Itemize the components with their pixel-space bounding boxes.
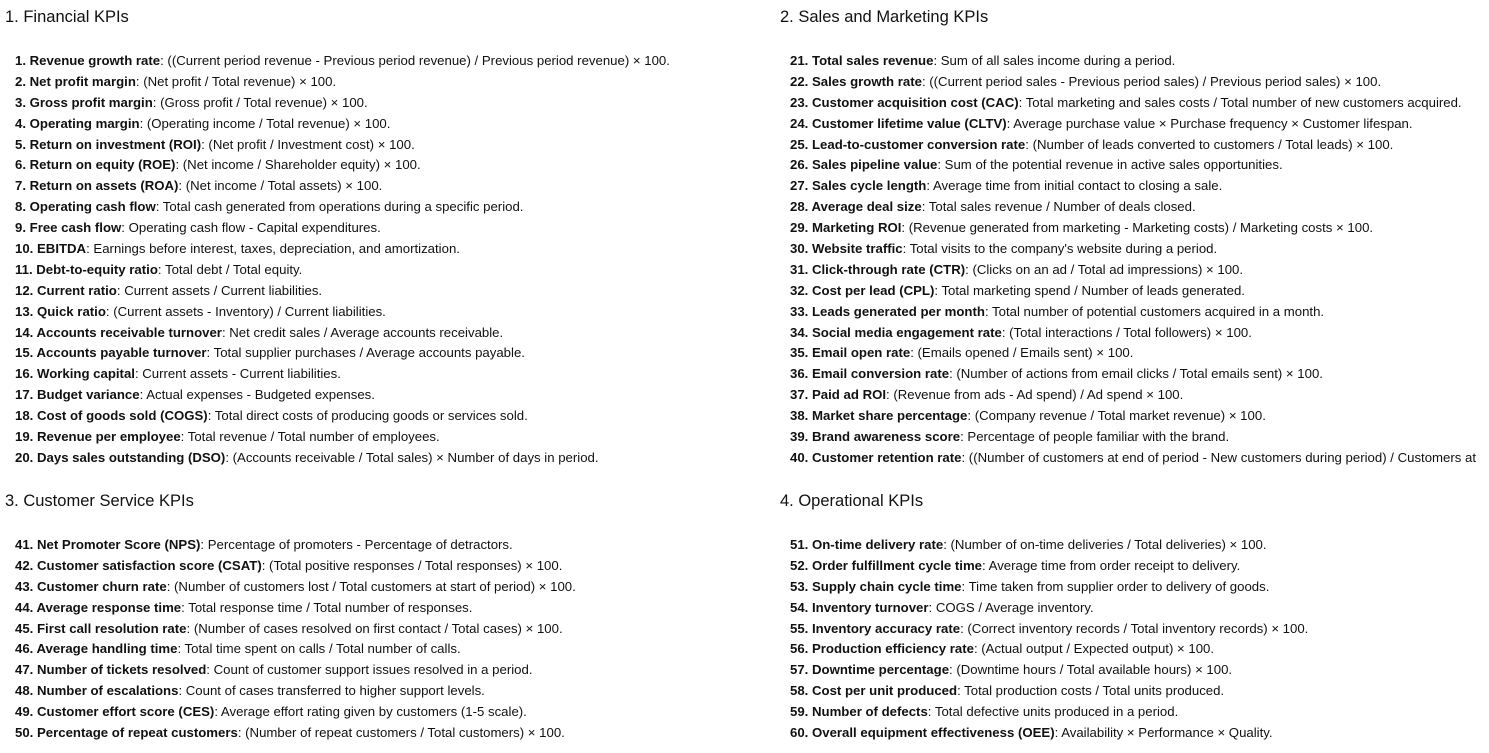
kpi-description: : Actual expenses - Budgeted expenses. [139, 387, 375, 403]
kpi-description: : (Net profit / Investment cost) × 100. [201, 136, 415, 152]
kpi-description: : (Revenue generated from marketing - Marketing costs) / Marketing costs × 100. [901, 220, 1374, 236]
kpi-item [790, 218, 1476, 239]
kpi-item [15, 51, 670, 72]
kpi-name: 37. Paid ad ROI [790, 387, 887, 403]
kpi-description: : Total supplier purchases / Average accounts payable. [206, 345, 525, 361]
kpi-item [790, 323, 1476, 344]
kpi-item [790, 114, 1476, 135]
kpi-item [790, 281, 1476, 302]
kpi-description: : ((Number of customers at end of period - New customers during period) / Customers at [961, 449, 1476, 465]
kpi-list [790, 535, 1308, 744]
kpi-description: : (Actual output / Expected output) × 100. [973, 641, 1215, 657]
kpi-item [15, 155, 670, 176]
kpi-name: 51. On-time delivery rate [790, 537, 944, 552]
kpi-item [15, 448, 670, 469]
kpi-item [15, 343, 670, 364]
kpi-description: : (Net profit / Total revenue) × 100. [135, 73, 337, 89]
kpi-item [790, 639, 1308, 660]
kpi-list [15, 51, 670, 469]
kpi-description: : Total sales revenue / Number of deals closed. [921, 199, 1196, 215]
kpi-item [790, 535, 1308, 556]
kpi-description: : Average time from initial contact to closing a sale. [926, 178, 1223, 194]
kpi-item [15, 619, 576, 640]
kpi-description: : Percentage of promoters - Percentage of detractors. [200, 537, 513, 552]
kpi-item [790, 681, 1308, 702]
kpi-name: 36. Email conversion rate [790, 366, 950, 382]
kpi-item [15, 135, 670, 156]
kpi-description: : Earnings before interest, taxes, depreciation, and amortization. [86, 241, 460, 257]
kpi-description: : (Number of actions from email clicks / Total emails sent) × 100. [949, 366, 1323, 382]
kpi-item [15, 535, 576, 556]
kpi-name: 38. Market share percentage [790, 408, 968, 424]
kpi-name: 22. Sales growth rate [790, 73, 922, 89]
kpi-item [790, 302, 1476, 323]
kpi-name: 13. Quick ratio [15, 303, 106, 319]
kpi-name: 2. Net profit margin [15, 73, 136, 89]
section-title: 4. Operational KPIs [780, 492, 924, 510]
kpi-item [15, 660, 576, 681]
kpi-name: 32. Cost per lead (CPL) [790, 282, 935, 298]
kpi-item [790, 197, 1476, 218]
kpi-name: 47. Number of tickets resolved [15, 662, 207, 678]
kpi-name: 55. Inventory accuracy rate [790, 620, 961, 636]
kpi-description: : (Gross profit / Total revenue) × 100. [152, 94, 368, 110]
kpi-item [790, 723, 1308, 744]
kpi-description: : Total direct costs of producing goods or services sold. [207, 408, 528, 424]
kpi-item [790, 176, 1476, 197]
kpi-description: : Total marketing and sales costs / Total number of new customers acquired. [1018, 94, 1462, 110]
kpi-name: 50. Percentage of repeat customers [15, 725, 238, 741]
kpi-name: 48. Number of escalations [15, 683, 179, 699]
kpi-description: : Net credit sales / Average accounts receivable. [221, 324, 504, 340]
kpi-name: 26. Sales pipeline value [790, 157, 938, 173]
kpi-item [15, 218, 670, 239]
kpi-description: : (Net income / Shareholder equity) × 100. [175, 157, 421, 173]
kpi-name: 4. Operating margin [15, 115, 140, 131]
kpi-description: : Availability × Performance × Quality. [1054, 725, 1273, 741]
kpi-description: : (Number of customers lost / Total customers at start of period) × 100. [166, 578, 576, 594]
section-operational-kpis [780, 491, 1489, 741]
kpi-name: 33. Leads generated per month [790, 303, 985, 319]
kpi-item [790, 155, 1476, 176]
kpi-item [15, 556, 576, 577]
kpi-name: 44. Average response time [15, 599, 182, 615]
kpi-item [790, 619, 1308, 640]
kpi-description: : Total debt / Total equity. [157, 261, 303, 277]
kpi-name: 45. First call resolution rate [15, 620, 187, 636]
kpi-description: : Sum of the potential revenue in active sales opportunities. [937, 157, 1283, 173]
kpi-item [790, 406, 1476, 427]
kpi-item [15, 302, 670, 323]
kpi-description: : Total marketing spend / Number of leads generated. [934, 282, 1245, 298]
kpi-item [790, 660, 1308, 681]
kpi-name: 15. Accounts payable turnover [15, 345, 207, 361]
kpi-item [15, 639, 576, 660]
kpi-description: : Sum of all sales income during a period. [933, 53, 1176, 68]
kpi-item [15, 197, 670, 218]
kpi-description: : (Number of leads converted to customers / Total leads) × 100. [1025, 136, 1394, 152]
kpi-description: : Total number of potential customers acquired in a month. [984, 303, 1325, 319]
kpi-description: : Average time from order receipt to delivery. [982, 557, 1241, 573]
kpi-item [15, 364, 670, 385]
kpi-item [15, 577, 576, 598]
kpi-description: : (Downtime hours / Total available hours) × 100. [949, 662, 1233, 678]
kpi-name: 41. Net Promoter Score (NPS) [15, 537, 201, 552]
kpi-name: 24. Customer lifetime value (CLTV) [790, 115, 1007, 131]
kpi-description: : Average effort rating given by customers (1-5 scale). [214, 704, 527, 720]
kpi-name: 11. Debt-to-equity ratio [15, 261, 158, 277]
kpi-description: : Total revenue / Total number of employees. [180, 429, 440, 445]
kpi-name: 3. Gross profit margin [15, 94, 153, 110]
kpi-item [790, 364, 1476, 385]
kpi-description: : Percentage of people familiar with the brand. [960, 429, 1230, 445]
kpi-description: : (Clicks on an ad / Total ad impressions) × 100. [965, 261, 1244, 277]
kpi-item [15, 93, 670, 114]
kpi-description: : (Total positive responses / Total responses) × 100. [261, 557, 563, 573]
kpi-description: : Total cash generated from operations during a specific period. [155, 199, 524, 215]
kpi-description: : Current assets - Current liabilities. [134, 366, 341, 382]
kpi-name: 57. Downtime percentage [790, 662, 950, 678]
kpi-name: 28. Average deal size [790, 199, 922, 215]
section-customer-service-kpis [5, 491, 725, 741]
kpi-description: : Total time spent on calls / Total number of calls. [177, 641, 461, 657]
kpi-item [790, 93, 1476, 114]
kpi-description: : (Emails opened / Emails sent) × 100. [910, 345, 1134, 361]
kpi-item [15, 176, 670, 197]
kpi-name: 49. Customer effort score (CES) [15, 704, 215, 720]
kpi-item [790, 448, 1476, 469]
kpi-item [15, 702, 576, 723]
kpi-name: 42. Customer satisfaction score (CSAT) [15, 557, 262, 573]
section-sales-marketing-kpis [780, 7, 1489, 477]
kpi-name: 54. Inventory turnover [790, 599, 929, 615]
kpi-item [790, 702, 1308, 723]
kpi-name: 60. Overall equipment effectiveness (OEE) [790, 725, 1055, 741]
kpi-description: : Average purchase value × Purchase frequency × Customer lifespan. [1006, 115, 1413, 131]
kpi-description: : (Number of repeat customers / Total customers) × 100. [237, 725, 565, 741]
kpi-item [790, 385, 1476, 406]
kpi-name: 39. Brand awareness score [790, 429, 961, 445]
kpi-description: : Total response time / Total number of responses. [181, 599, 473, 615]
kpi-item [15, 681, 576, 702]
kpi-name: 5. Return on investment (ROI) [15, 136, 202, 152]
kpi-description: : Time taken from supplier order to delivery of goods. [961, 578, 1270, 594]
kpi-description: : Current assets / Current liabilities. [116, 282, 323, 298]
kpi-item [790, 51, 1476, 72]
kpi-description: : (Total interactions / Total followers) × 100. [1001, 324, 1252, 340]
kpi-item [15, 406, 670, 427]
kpi-name: 14. Accounts receivable turnover [15, 324, 222, 340]
kpi-name: 34. Social media engagement rate [790, 324, 1002, 340]
kpi-item [15, 598, 576, 619]
kpi-description: : ((Current period sales - Previous period sales) / Previous period sales) × 100. [921, 73, 1382, 89]
kpi-name: 20. Days sales outstanding (DSO) [15, 449, 226, 465]
kpi-name: 18. Cost of goods sold (COGS) [15, 408, 208, 424]
kpi-item [15, 427, 670, 448]
kpi-item [15, 72, 670, 93]
kpi-description: : (Number of on-time deliveries / Total deliveries) × 100. [943, 537, 1267, 552]
kpi-name: 56. Production efficiency rate [790, 641, 974, 657]
kpi-item [15, 239, 670, 260]
kpi-name: 52. Order fulfillment cycle time [790, 557, 983, 573]
kpi-item [15, 281, 670, 302]
kpi-name: 7. Return on assets (ROA) [15, 178, 179, 194]
kpi-item [15, 385, 670, 406]
kpi-description: : Total production costs / Total units produced. [957, 683, 1225, 699]
kpi-description: : (Net income / Total assets) × 100. [178, 178, 383, 194]
kpi-name: 43. Customer churn rate [15, 578, 167, 594]
kpi-name: 21. Total sales revenue [790, 53, 934, 68]
kpi-name: 10. EBITDA [15, 241, 87, 257]
kpi-item [790, 427, 1476, 448]
kpi-item [15, 114, 670, 135]
kpi-item [790, 556, 1308, 577]
kpi-item [790, 577, 1308, 598]
kpi-item [15, 260, 670, 281]
kpi-name: 53. Supply chain cycle time [790, 578, 962, 594]
kpi-description: : ((Current period revenue - Previous period revenue) / Previous period revenue) × 100. [160, 53, 670, 68]
kpi-item [15, 723, 576, 744]
kpi-description: : (Current assets - Inventory) / Current liabilities. [105, 303, 386, 319]
section-title: 2. Sales and Marketing KPIs [780, 8, 989, 26]
kpi-item [790, 598, 1308, 619]
kpi-item [790, 72, 1476, 93]
kpi-name: 8. Operating cash flow [15, 199, 156, 215]
kpi-description: : COGS / Average inventory. [928, 599, 1094, 615]
kpi-name: 58. Cost per unit produced [790, 683, 958, 699]
kpi-name: 23. Customer acquisition cost (CAC) [790, 94, 1019, 110]
kpi-list [15, 535, 576, 744]
kpi-description: : Total defective units produced in a period. [927, 704, 1179, 720]
kpi-item [790, 135, 1476, 156]
section-title: 1. Financial KPIs [5, 8, 129, 26]
kpi-item [790, 260, 1476, 281]
kpi-name: 40. Customer retention rate [790, 449, 962, 465]
kpi-description: : (Company revenue / Total market revenue) × 100. [967, 408, 1266, 424]
kpi-description: : (Operating income / Total revenue) × 100. [139, 115, 391, 131]
section-title: 3. Customer Service KPIs [5, 492, 194, 510]
kpi-name: 59. Number of defects [790, 704, 928, 720]
kpi-description: : Operating cash flow - Capital expenditures. [121, 220, 381, 236]
kpi-name: 31. Click-through rate (CTR) [790, 261, 966, 277]
kpi-description: : (Accounts receivable / Total sales) × Number of days in period. [225, 449, 599, 465]
kpi-name: 6. Return on equity (ROE) [15, 157, 176, 173]
kpi-name: 35. Email open rate [790, 345, 911, 361]
kpi-name: 17. Budget variance [15, 387, 140, 403]
kpi-description: : Total visits to the company's website during a period. [902, 241, 1218, 257]
kpi-name: 9. Free cash flow [15, 220, 122, 236]
kpi-name: 29. Marketing ROI [790, 220, 902, 236]
kpi-description: : (Correct inventory records / Total inventory records) × 100. [960, 620, 1309, 636]
kpi-name: 27. Sales cycle length [790, 178, 927, 194]
kpi-name: 25. Lead-to-customer conversion rate [790, 136, 1026, 152]
kpi-name: 19. Revenue per employee [15, 429, 181, 445]
kpi-list [790, 51, 1476, 469]
kpi-description: : Count of cases transferred to higher support levels. [178, 683, 485, 699]
kpi-item [15, 323, 670, 344]
kpi-name: 46. Average handling time [15, 641, 178, 657]
kpi-description: : (Revenue from ads - Ad spend) / Ad spend × 100. [886, 387, 1184, 403]
kpi-description: : (Number of cases resolved on first contact / Total cases) × 100. [186, 620, 563, 636]
kpi-name: 16. Working capital [15, 366, 135, 382]
kpi-item [790, 239, 1476, 260]
kpi-name: 30. Website traffic [790, 241, 903, 257]
kpi-name: 12. Current ratio [15, 282, 117, 298]
kpi-description: : Count of customer support issues resolved in a period. [206, 662, 533, 678]
section-financial-kpis [5, 7, 725, 465]
kpi-item [790, 343, 1476, 364]
kpi-name: 1. Revenue growth rate [15, 53, 161, 68]
